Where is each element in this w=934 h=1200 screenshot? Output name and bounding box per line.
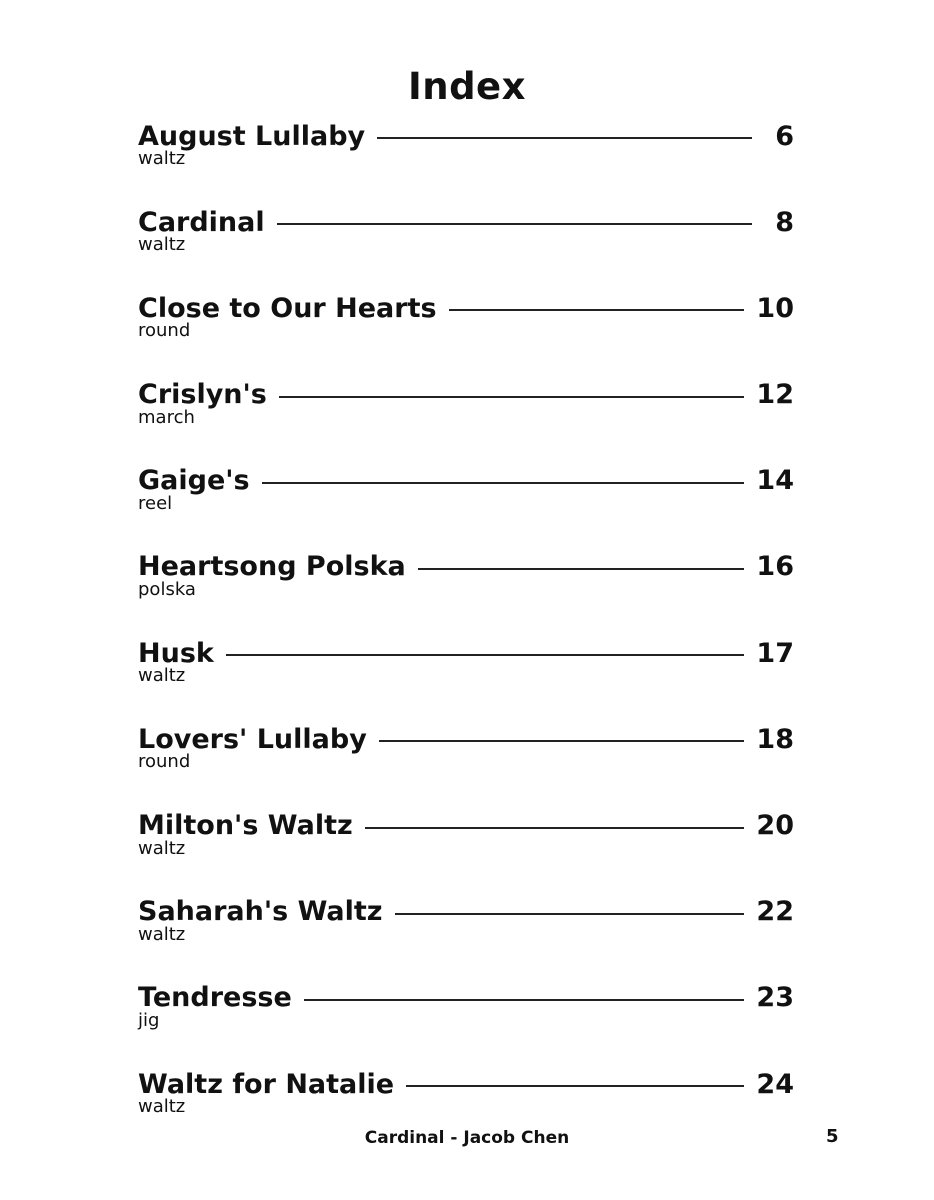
entry-page-number: 10 bbox=[756, 292, 794, 324]
leader-line bbox=[377, 137, 752, 139]
entry-title: Saharah's Waltz bbox=[138, 896, 383, 928]
entry-page-number: 24 bbox=[756, 1068, 794, 1100]
entry-page-number: 6 bbox=[775, 120, 794, 152]
index-entry bbox=[138, 892, 794, 978]
footer-book-credit: Cardinal - Jacob Chen bbox=[364, 1128, 570, 1148]
index-entry bbox=[138, 288, 794, 374]
entry-type: waltz bbox=[138, 665, 186, 687]
index-entry bbox=[138, 806, 794, 892]
entry-type: waltz bbox=[138, 234, 186, 256]
index-list bbox=[138, 116, 794, 1150]
leader-line bbox=[277, 223, 752, 225]
entry-type: waltz bbox=[138, 1096, 186, 1118]
entry-page-number: 18 bbox=[756, 723, 794, 755]
index-entry bbox=[138, 978, 794, 1064]
entry-title: Gaige's bbox=[138, 465, 250, 497]
index-entry bbox=[138, 633, 794, 719]
index-entry bbox=[138, 202, 794, 288]
index-entry bbox=[138, 375, 794, 461]
leader-line bbox=[262, 482, 745, 484]
leader-line bbox=[379, 740, 745, 742]
index-entry bbox=[138, 547, 794, 633]
leader-line bbox=[449, 309, 745, 311]
footer-page-number: 5 bbox=[826, 1126, 839, 1147]
leader-line bbox=[365, 827, 745, 829]
entry-type: waltz bbox=[138, 837, 186, 859]
entry-page-number: 17 bbox=[756, 637, 794, 669]
entry-title: Close to Our Hearts bbox=[138, 292, 437, 324]
entry-page-number: 12 bbox=[756, 379, 794, 411]
page-title: Index bbox=[407, 65, 527, 108]
entry-page-number: 14 bbox=[756, 465, 794, 497]
entry-type: march bbox=[138, 406, 195, 428]
entry-type: reel bbox=[138, 492, 173, 514]
leader-line bbox=[226, 654, 745, 656]
entry-page-number: 23 bbox=[756, 982, 794, 1014]
entry-title: Milton's Waltz bbox=[138, 810, 353, 841]
entry-title: August Lullaby bbox=[138, 120, 366, 152]
entry-type: waltz bbox=[138, 923, 186, 945]
entry-title: Cardinal bbox=[138, 206, 265, 238]
entry-page-number: 20 bbox=[756, 810, 794, 841]
entry-type: round bbox=[138, 320, 191, 342]
entry-type: jig bbox=[138, 1009, 160, 1031]
index-entry bbox=[138, 719, 794, 805]
entry-title: Lovers' Lullaby bbox=[138, 723, 367, 755]
entry-type: round bbox=[138, 751, 191, 773]
leader-line bbox=[304, 999, 745, 1001]
entry-title: Waltz for Natalie bbox=[138, 1068, 395, 1100]
entry-page-number: 16 bbox=[756, 551, 794, 583]
entry-type: polska bbox=[138, 578, 196, 600]
leader-line bbox=[395, 913, 745, 915]
entry-page-number: 22 bbox=[756, 896, 794, 928]
entry-title: Husk bbox=[138, 637, 214, 669]
entry-title: Tendresse bbox=[138, 982, 292, 1014]
index-entry bbox=[138, 461, 794, 547]
entry-page-number: 8 bbox=[775, 206, 794, 238]
leader-line bbox=[418, 568, 745, 570]
entry-title: Crislyn's bbox=[138, 379, 267, 411]
index-entry bbox=[138, 116, 794, 202]
leader-line bbox=[279, 396, 745, 398]
leader-line bbox=[406, 1085, 744, 1087]
entry-type: waltz bbox=[138, 148, 186, 169]
entry-title: Heartsong Polska bbox=[138, 551, 406, 583]
